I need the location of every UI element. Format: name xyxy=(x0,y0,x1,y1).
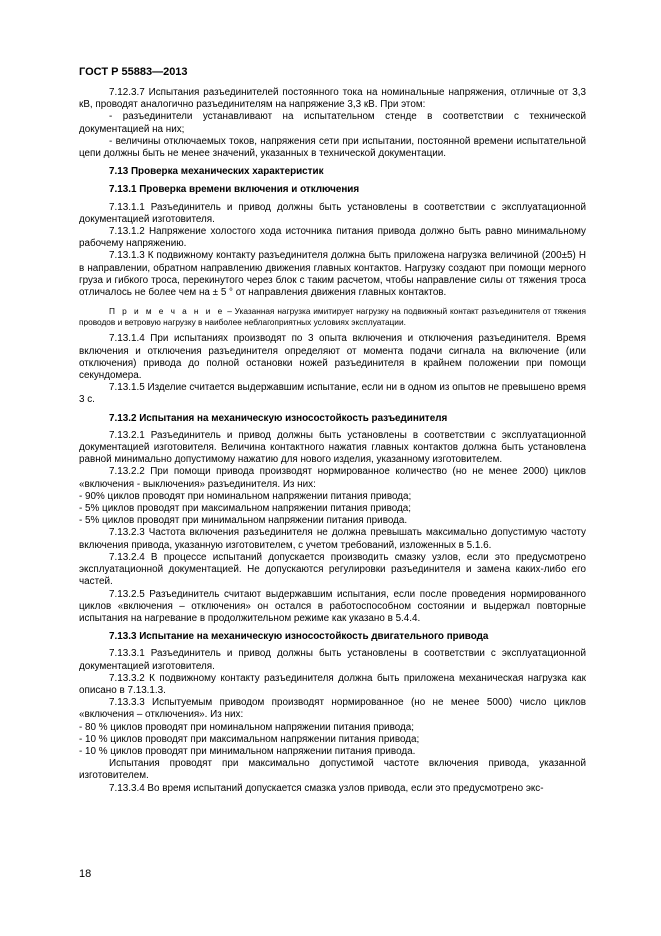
list-item: - 90% циклов проводят при номинальном напряжении питания привода; xyxy=(79,490,412,502)
page-number: 18 xyxy=(79,868,92,880)
document-body xyxy=(79,87,586,795)
note-text: – Указанная нагрузка имитирует нагрузку на подвижный контакт разъединителя от тяжения проводов и ветровую нагрузку в наиболее неблагоприятных условиях эксплуатации. xyxy=(79,306,586,327)
paragraph-7-13-2-5: 7.13.2.5 Разъединитель считают выдержавшим испытания, если после проведения нормированного циклов «включения – отключения» он остался в работоспособном состоянии и выдержал повторные испытания на нагревание в продолжительном режиме как указано в 5.4.4. xyxy=(79,588,586,624)
list-item: - 5% циклов проводят при минимальном напряжении питания привода. xyxy=(79,515,408,527)
section-heading-7-13: 7.13 Проверка механических характеристик xyxy=(109,166,324,178)
paragraph-7-13-2-2: 7.13.2.2 При помощи привода производят нормированное количество (но не менее 2000) циклов «включения - выключения» разъединителя. Из них: xyxy=(79,466,586,490)
list-item: - разъединители устанавливают на испытательном стенде в соответствии с технической документацией на них; xyxy=(79,111,586,135)
paragraph-7-13-1-1: 7.13.1.1 Разъединитель и привод должны быть установлены в соответствии с эксплуатационной документацией изготовителя. xyxy=(79,201,586,225)
paragraph-7-13-2-3: 7.13.2.3 Частота включения разъединителя не должна превышать максимально допустимую частоту включения привода, указанную изготовителем, с учетом требований, изложенных в 5.1.6. xyxy=(79,527,586,551)
paragraph-7-13-3-2: 7.13.3.2 К подвижному контакту разъединителя должна быть приложена механическая нагрузка как описано в 7.13.1.3. xyxy=(79,672,586,696)
paragraph-7-13-1-5: 7.13.1.5 Изделие считается выдержавшим испытание, если ни в одном из опытов не превышено время 3 с. xyxy=(79,382,586,406)
paragraph-7-13-2-4: 7.13.2.4 В процессе испытаний допускается производить смазку узлов, если это предусмотрено эксплуатационной документацией. Не допускаются регулировки разъединителя и замена каких-либо его частей. xyxy=(79,551,586,588)
document-header: ГОСТ Р 55883—2013 xyxy=(79,66,188,78)
paragraph-7-13-3-4: 7.13.3.4 Во время испытаний допускается смазка узлов привода, если это предусмотрено экс- xyxy=(109,782,544,794)
paragraph-7-13-1-2: 7.13.1.2 Напряжение холостого хода источника питания привода должно быть равно минимальному рабочему напряжению. xyxy=(79,226,586,250)
list-item: - величины отключаемых токов, напряжения сети при испытании, постоянной времени испытательной цепи должны быть не менее значений, указанных в технической документации. xyxy=(79,135,586,160)
list-item: - 10 % циклов проводят при минимальном напряжении питания привода. xyxy=(79,745,416,757)
section-heading-7-13-2: 7.13.2 Испытания на механическую износостойкость разъединителя xyxy=(109,412,448,424)
paragraph-7-13-3-1: 7.13.3.1 Разъединитель и привод должны быть установлены в соответствии с эксплуатационной документацией изготовителя. xyxy=(79,648,586,672)
paragraph-7-13-1-3: 7.13.1.3 К подвижному контакту разъединителя должна быть приложена нагрузка величиной (200±5) Н в направлении, обратном направлению движения главных контактов. Нагрузку создают при помощи мерного груза и гибкого троса, перекинутого через блок с таким расчетом, чтобы направление силы от тяжения троса отличалось не более чем на ± 5 ° от направления движения главных контактов. xyxy=(79,250,586,299)
paragraph-7-13-1-4: 7.13.1.4 При испытаниях производят по 3 опыта включения и отключения разъединителя. Время включения и отключения разъединителя определяют от момента подачи сигнала на включение (или отключения) привода до полной остановки ножей разъединителя в крайнем положении при помощи секундомера. xyxy=(79,333,586,382)
list-item: - 5% циклов проводят при максимальном напряжении питания привода; xyxy=(79,503,411,515)
section-heading-7-13-1: 7.13.1 Проверка времени включения и отключения xyxy=(109,184,360,196)
paragraph-7-13-2-1: 7.13.2.1 Разъединитель и привод должны быть установлены в соответствии с эксплуатационной документацией изготовителя. Величина контактного нажатия главных контактов должна быть установлена равной минимально допустимому нажатию для нового изделия, указанному изготовителем. xyxy=(79,429,586,466)
section-heading-7-13-3: 7.13.3 Испытание на механическую износостойкость двигательного привода xyxy=(109,631,489,643)
paragraph-test-frequency: Испытания проводят при максимально допустимой частоте включения привода, указанной изготовителем. xyxy=(79,758,586,782)
paragraph-7-13-3-3: 7.13.3.3 Испытуемым приводом производят нормированное (но не менее 5000) число циклов «включения – отключения». Из них: xyxy=(79,697,586,721)
note xyxy=(79,306,586,327)
list-item: - 80 % циклов проводят при номинальном напряжении питания привода; xyxy=(79,721,414,733)
list-item: - 10 % циклов проводят при максимальном напряжении питания привода; xyxy=(79,733,420,745)
note-label: П р и м е ч а н и е xyxy=(109,306,225,317)
paragraph-7-12-3-7: 7.12.3.7 Испытания разъединителей постоянного тока на номинальные напряжения, отличные от 3,3 кВ, проводят аналогично разъединителям на напряжение 3,3 кВ. При этом: xyxy=(79,87,586,111)
